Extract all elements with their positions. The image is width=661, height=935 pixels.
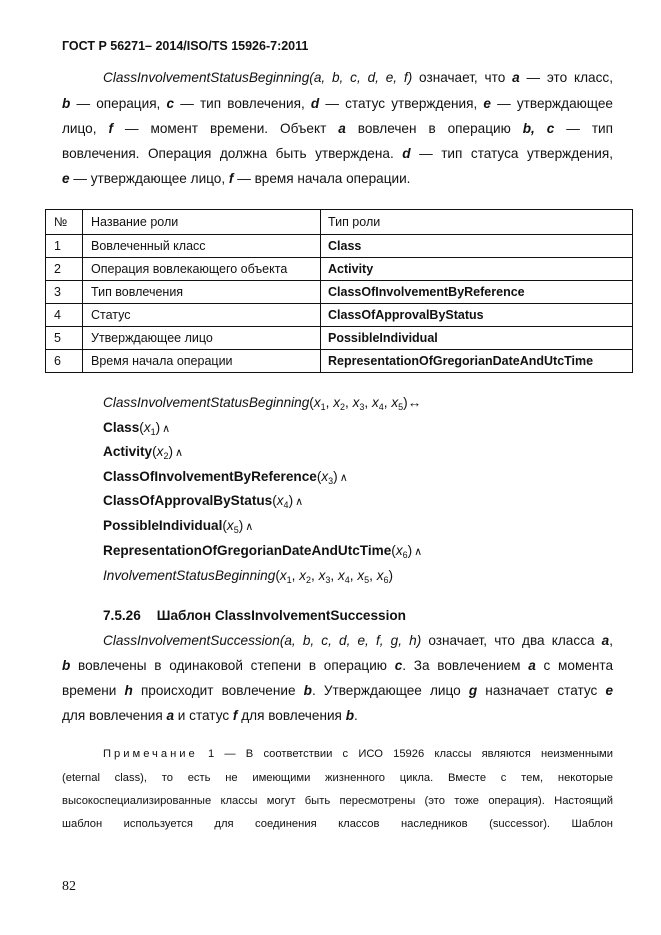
var-g: g bbox=[468, 683, 478, 698]
var-e: e bbox=[62, 171, 70, 186]
note-line-2: (eternal class), то есть не имеющими жизненного цикла. Вместе с тем, некоторые bbox=[62, 772, 613, 784]
var-b: b bbox=[345, 708, 355, 723]
formula-class: ClassOfInvolvementByReference bbox=[103, 469, 317, 484]
var-e: e bbox=[483, 96, 491, 111]
sub: 1 bbox=[320, 402, 326, 412]
table-row bbox=[46, 235, 633, 258]
var-f: f bbox=[228, 171, 234, 186]
formula-tail-name: InvolvementStatusBeginning bbox=[103, 568, 276, 583]
succ-line-2 bbox=[62, 658, 613, 673]
sub: 2 bbox=[306, 575, 312, 585]
template-args: (a, b, c, d, e, f, g, h) bbox=[279, 633, 422, 648]
var: x bbox=[318, 568, 326, 583]
header-cell: Название роли bbox=[83, 210, 321, 235]
sub: 2 bbox=[340, 402, 346, 412]
var: x bbox=[337, 568, 345, 583]
var: x bbox=[143, 420, 151, 435]
sub: 1 bbox=[150, 427, 156, 437]
note-line-3: высокоспециализированные классы могут быть пересмотрены (это тоже операция). Настоящий bbox=[62, 795, 613, 807]
var-h: h bbox=[124, 683, 133, 698]
text: и статус bbox=[174, 708, 233, 723]
text: лицо, bbox=[62, 121, 109, 136]
formula-line: $Activity(x_2)$ ∧ bbox=[103, 444, 184, 461]
text: назначает статус bbox=[477, 683, 606, 698]
text: 1 — В соответствии с ИСО 15926 классы являются неизменными bbox=[197, 748, 613, 760]
var: x bbox=[279, 568, 287, 583]
sub: 2 bbox=[163, 451, 169, 461]
table-cell: Вовлеченный класс bbox=[83, 235, 321, 258]
formula-class: Class bbox=[103, 420, 140, 435]
var-c: c bbox=[166, 96, 175, 111]
table-cell: 2 bbox=[46, 258, 83, 281]
table-cell: Утверждающее лицо bbox=[83, 327, 321, 350]
var-b: b bbox=[303, 683, 312, 698]
text: — тип bbox=[554, 121, 614, 136]
formula-line: $Class(x_1)$ ∧ bbox=[103, 420, 171, 437]
var-bc: b, c bbox=[522, 121, 555, 136]
equivalence-symbol: ↔ bbox=[407, 395, 422, 410]
table-cell: ClassOfApprovalByStatus bbox=[321, 304, 633, 327]
var: x bbox=[371, 395, 379, 410]
table-cell: Статус bbox=[83, 304, 321, 327]
var-a: a bbox=[601, 633, 610, 648]
table-row bbox=[46, 304, 633, 327]
table-row bbox=[46, 327, 633, 350]
var-b: b bbox=[62, 96, 71, 111]
section-heading bbox=[103, 608, 406, 623]
table-cell: 3 bbox=[46, 281, 83, 304]
formula-class: ClassOfApprovalByStatus bbox=[103, 493, 273, 508]
text: вовлечения. Операция должна быть утверждена. bbox=[62, 146, 403, 161]
formula-line: $ClassOfApprovalByStatus(x_4)$ ∧ bbox=[103, 493, 304, 510]
var-e: e bbox=[605, 683, 613, 698]
formula-class: Activity bbox=[103, 444, 153, 459]
formula-class: PossibleIndividual bbox=[103, 518, 223, 533]
roles-table bbox=[45, 209, 633, 373]
intro-line-3 bbox=[62, 121, 613, 136]
note-line-1 bbox=[103, 748, 613, 760]
text: вовлечены в одинаковой степени в операцию bbox=[70, 658, 395, 673]
table-cell: Activity bbox=[321, 258, 633, 281]
formula-line: $RepresentationOfGregorianDateAndUtcTime(x_6)$ ∧ bbox=[103, 543, 423, 560]
sub: 6 bbox=[383, 575, 389, 585]
text: — это класс, bbox=[519, 70, 613, 85]
succ-line-3 bbox=[62, 683, 613, 698]
sub: 4 bbox=[344, 575, 350, 585]
var-f: f bbox=[232, 708, 238, 723]
table-cell: 1 bbox=[46, 235, 83, 258]
table-cell: PossibleIndividual bbox=[321, 327, 633, 350]
text: — утверждающее bbox=[490, 96, 613, 111]
text: — тип статуса утверждения, bbox=[410, 146, 613, 161]
document-header: ГОСТ Р 56271– 2014/ISO/TS 15926-7:2011 bbox=[62, 39, 309, 53]
formula-tail: $InvolvementStatusBeginning(x_1$, $x_2$, $x_3$, $x_4$, $x_5$, $x_6$) bbox=[103, 568, 394, 585]
intro-line-1 bbox=[103, 70, 613, 85]
var-a: a bbox=[338, 121, 346, 136]
var: x bbox=[333, 395, 340, 410]
and-symbol: ∧ bbox=[174, 447, 184, 459]
and-symbol: ∧ bbox=[414, 546, 423, 558]
sub: 5 bbox=[364, 575, 370, 585]
var-c: c bbox=[394, 658, 403, 673]
intro-line-5 bbox=[62, 171, 613, 186]
formula-head-name: ClassInvolvementStatusBeginning bbox=[103, 395, 310, 410]
text: . Утверждающее лицо bbox=[311, 683, 469, 698]
template-name: ClassInvolvementSuccession bbox=[103, 633, 280, 648]
text: времени bbox=[62, 683, 125, 698]
var: x bbox=[299, 568, 307, 583]
sub: 4 bbox=[378, 402, 384, 412]
var-d: d bbox=[402, 146, 411, 161]
text: — статус утверждения, bbox=[319, 96, 484, 111]
table-cell: 6 bbox=[46, 350, 83, 373]
table-cell: RepresentationOfGregorianDateAndUtcTime bbox=[321, 350, 633, 373]
text: — операция, bbox=[70, 96, 167, 111]
and-symbol: ∧ bbox=[245, 521, 254, 533]
intro-line-4 bbox=[62, 146, 613, 161]
sub: 3 bbox=[325, 575, 331, 585]
text: — время начала операции. bbox=[233, 171, 411, 186]
var-f: f bbox=[108, 121, 113, 136]
text: — момент времени. Объект bbox=[112, 121, 339, 136]
table-row bbox=[46, 350, 633, 373]
text: вовлечен в операцию bbox=[345, 121, 523, 136]
sub: 1 bbox=[286, 575, 292, 585]
formula-head: $ClassInvolvementStatusBeginning(x_1$, $x_2$, $x_3$, $x_4$, $x_5)\leftrightarrow$ bbox=[103, 395, 422, 412]
table-cell: Class bbox=[321, 235, 633, 258]
and-symbol: ∧ bbox=[339, 472, 348, 484]
succ-line-4 bbox=[62, 708, 613, 723]
table-cell: 5 bbox=[46, 327, 83, 350]
var: x bbox=[156, 444, 164, 459]
text: — тип вовлечения, bbox=[174, 96, 311, 111]
var: x bbox=[352, 395, 360, 410]
var: x bbox=[226, 518, 234, 533]
header-cell: № bbox=[46, 210, 83, 235]
var-a: a bbox=[512, 70, 520, 85]
sub: 3 bbox=[328, 476, 334, 486]
text: . За вовлечением bbox=[402, 658, 529, 673]
var-a: a bbox=[166, 708, 175, 723]
text: для вовлечения bbox=[237, 708, 346, 723]
table-header-row bbox=[46, 210, 633, 235]
text: . bbox=[354, 708, 358, 723]
and-symbol: ∧ bbox=[162, 423, 171, 435]
section-title: Шаблон ClassInvolvementSuccession bbox=[156, 608, 406, 623]
sub: 5 bbox=[233, 525, 239, 535]
var: x bbox=[395, 543, 403, 558]
header-cell: Тип роли bbox=[321, 210, 633, 235]
var-a: a bbox=[528, 658, 536, 673]
var-b: b bbox=[62, 658, 71, 673]
sub: 4 bbox=[283, 500, 289, 510]
table-cell: 4 bbox=[46, 304, 83, 327]
var-d: d bbox=[310, 96, 320, 111]
table-row bbox=[46, 281, 633, 304]
formula-class: RepresentationOfGregorianDateAndUtcTime bbox=[103, 543, 392, 558]
table-row bbox=[46, 258, 633, 281]
var: x bbox=[357, 568, 365, 583]
and-symbol: ∧ bbox=[295, 496, 304, 508]
var: x bbox=[313, 395, 321, 410]
text: для вовлечения bbox=[62, 708, 167, 723]
text: означает, что bbox=[412, 70, 513, 85]
var: x bbox=[276, 493, 284, 508]
sub: 5 bbox=[398, 402, 404, 412]
note-label: Примечание bbox=[103, 748, 198, 760]
succ-line-1 bbox=[103, 633, 613, 648]
section-number: 7.5.26 bbox=[103, 608, 141, 623]
var: x bbox=[376, 568, 384, 583]
table-cell: Тип вовлечения bbox=[83, 281, 321, 304]
template-args: (a, b, c, d, e, f) bbox=[309, 70, 413, 85]
formula-line: $ClassOfInvolvementByReference(x_3)$ ∧ bbox=[103, 469, 348, 486]
text: с момента bbox=[535, 658, 613, 673]
text: означает, что два класса bbox=[421, 633, 602, 648]
table-cell: Операция вовлекающего объекта bbox=[83, 258, 321, 281]
note-line-4: шаблон используется для соединения классов наследников (successor). Шаблон bbox=[62, 818, 613, 830]
var: x bbox=[321, 469, 329, 484]
text: , bbox=[609, 633, 613, 648]
intro-line-2 bbox=[62, 96, 613, 111]
sub: 6 bbox=[402, 550, 408, 560]
page-number: 82 bbox=[62, 879, 76, 894]
formula-line: $PossibleIndividual(x_5)$ ∧ bbox=[103, 518, 254, 535]
text: — утверждающее лицо, bbox=[69, 171, 229, 186]
sub: 3 bbox=[359, 402, 365, 412]
text: происходит вовлечение bbox=[132, 683, 304, 698]
var: x bbox=[391, 395, 399, 410]
template-name: ClassInvolvementStatusBeginning bbox=[103, 70, 310, 85]
table-cell: ClassOfInvolvementByReference bbox=[321, 281, 633, 304]
table-cell: Время начала операции bbox=[83, 350, 321, 373]
